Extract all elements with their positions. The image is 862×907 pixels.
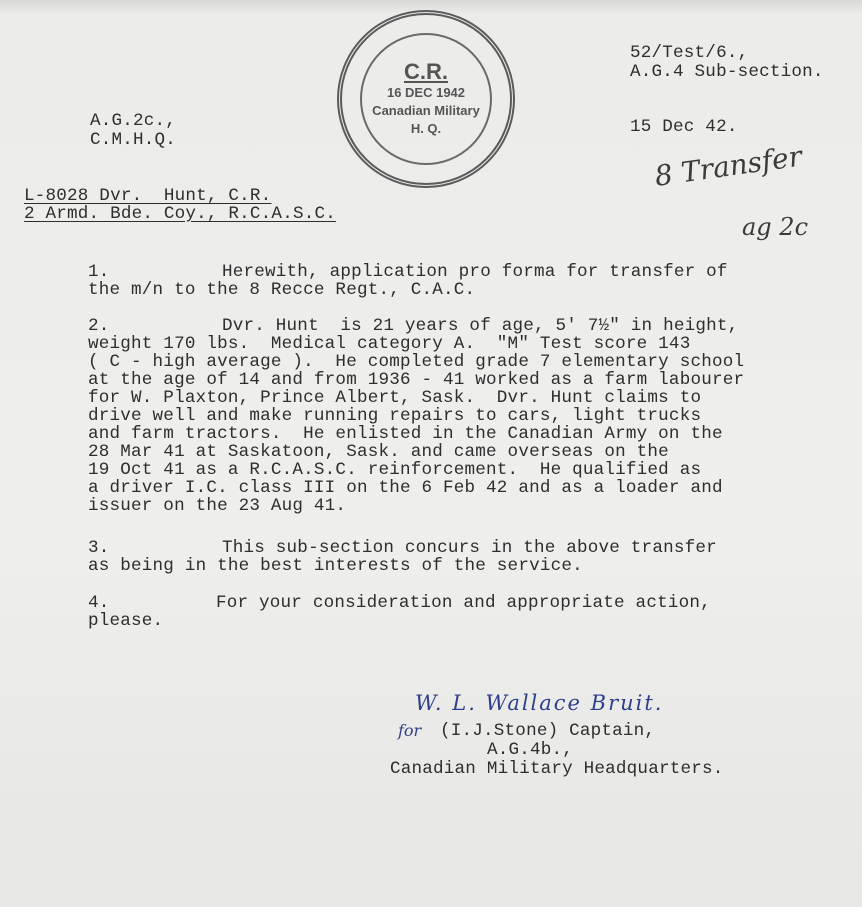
paragraph-1-number: 1. <box>88 262 110 282</box>
paragraph-4-line: For your consideration and appropriate action, <box>216 593 711 613</box>
paragraph-2-line: at the age of 14 and from 1936 - 41 worked as a farm labourer <box>88 370 745 390</box>
paragraph-2-line: and farm tractors. He enlisted in the Canadian Army on the <box>88 424 723 444</box>
paragraph-3-number: 3. <box>88 538 110 558</box>
paragraph-2-line: drive well and make running repairs to cars, light trucks <box>88 406 702 426</box>
paragraph-4-line: please. <box>88 611 164 631</box>
paragraph-1-line: Herewith, application pro forma for transfer of <box>222 262 728 282</box>
handwritten-signature: W. L. Wallace Bruit. <box>415 691 664 715</box>
signature-for-prefix: for <box>398 721 422 740</box>
handwritten-annotation-2: ag 2c <box>742 213 809 241</box>
paragraph-3-line: This sub-section concurs in the above transfer <box>222 538 717 558</box>
paragraph-2-line: 28 Mar 41 at Saskatoon, Sask. and came overseas on the <box>88 442 669 462</box>
paragraph-2-line: for W. Plaxton, Prince Albert, Sask. Dvr. Hunt claims to <box>88 388 702 408</box>
paragraph-2-line: ( C - high average ). He completed grade 7 elementary school <box>88 352 745 372</box>
paragraph-2-line: 19 Oct 41 as a R.C.A.S.C. reinforcement. He qualified as <box>88 460 702 480</box>
stamp-date: 16 DEC 1942 <box>386 85 466 100</box>
paragraph-2-line: Dvr. Hunt is 21 years of age, 5' 7½" in height, <box>222 316 739 336</box>
paragraph-3-line: as being in the best interests of the service. <box>88 556 583 576</box>
paragraph-2-line: weight 170 lbs. Medical category A. "M" Test score 143 <box>88 334 691 354</box>
subject-line-2: 2 Armd. Bde. Coy., R.C.A.S.C. <box>24 204 336 224</box>
addressee-line-1: A.G.2c., <box>90 111 177 131</box>
received-stamp <box>337 10 515 188</box>
stamp-text <box>372 60 480 138</box>
paragraph-1-line: the m/n to the 8 Recce Regt., C.A.C. <box>88 280 476 300</box>
signatory-headquarters: Canadian Military Headquarters. <box>390 759 724 779</box>
document-date: 15 Dec 42. <box>630 117 738 137</box>
paragraph-4-number: 4. <box>88 593 110 613</box>
file-reference: 52/Test/6., <box>630 43 749 63</box>
subject-line-1: L-8028 Dvr. Hunt, C.R. <box>24 186 272 206</box>
signatory-unit: A.G.4b., <box>487 740 574 760</box>
signatory-name-rank: (I.J.Stone) Captain, <box>440 721 656 741</box>
paragraph-2-line: a driver I.C. class III on the 6 Feb 42 and as a loader and <box>88 478 723 498</box>
stamp-initials: C.R. <box>403 59 448 84</box>
handwritten-annotation-1: 8 Transfer <box>652 139 804 193</box>
paragraph-2-number: 2. <box>88 316 110 336</box>
stamp-org-hq: H. Q. <box>410 121 442 136</box>
stamp-org: Canadian Military <box>372 103 480 118</box>
addressee-line-2: C.M.H.Q. <box>90 130 177 150</box>
paragraph-2-line: issuer on the 23 Aug 41. <box>88 496 347 516</box>
section-name: A.G.4 Sub-section. <box>630 62 824 82</box>
